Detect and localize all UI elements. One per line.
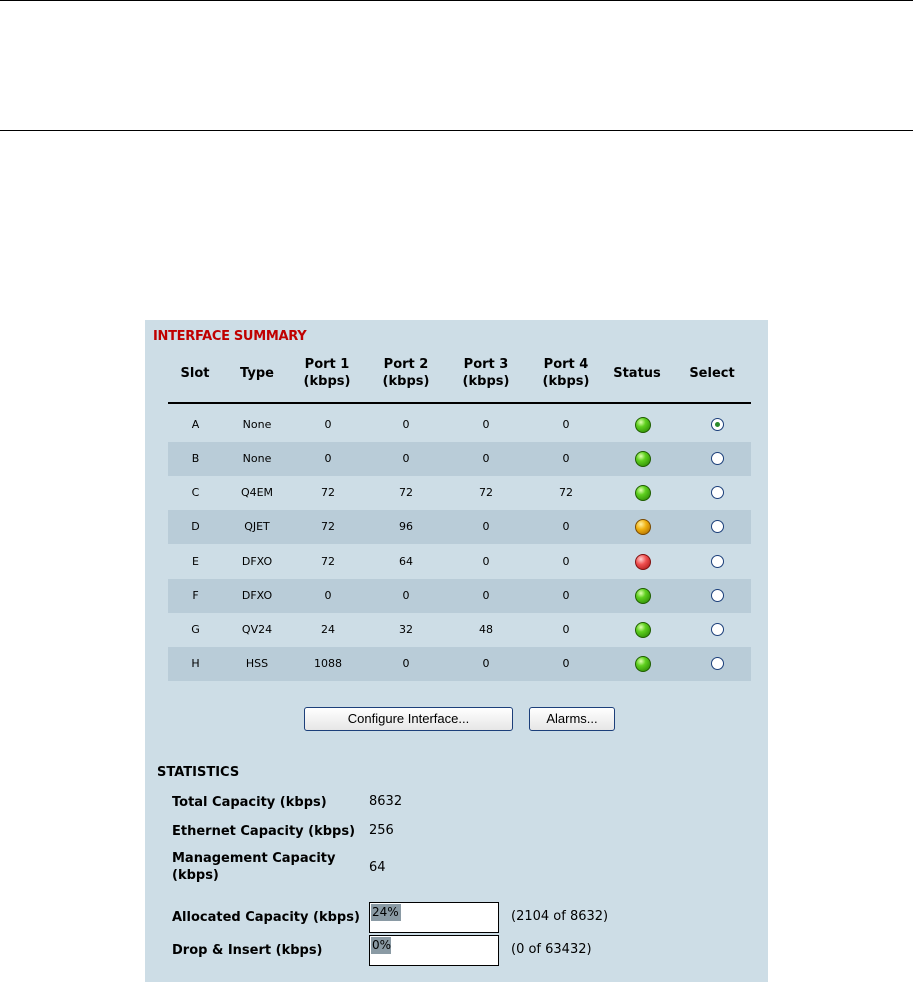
statistics-title: STATISTICS <box>157 765 240 780</box>
select-radio-f[interactable] <box>711 589 724 602</box>
ethernet-capacity-value: 256 <box>369 823 394 838</box>
col-header-port3: Port 3 (kbps) <box>462 357 510 389</box>
cell-p4: 0 <box>562 623 570 636</box>
cell-p1: 1088 <box>314 657 342 670</box>
cell-slot: F <box>192 589 199 602</box>
cell-p3: 72 <box>479 486 493 499</box>
table-row <box>168 408 751 442</box>
total-capacity-value: 8632 <box>369 794 403 809</box>
management-capacity-label: Management Capacity (kbps) <box>172 851 336 883</box>
status-led-icon <box>635 554 651 570</box>
select-radio-d[interactable] <box>711 520 724 533</box>
select-radio-c[interactable] <box>711 486 724 499</box>
table-row <box>168 579 751 613</box>
interface-summary-title: INTERFACE SUMMARY <box>153 329 307 344</box>
configure-interface-button[interactable]: Configure Interface... <box>304 707 513 731</box>
interface-summary-panel <box>145 320 768 982</box>
management-capacity-value: 64 <box>369 860 386 875</box>
cell-type: None <box>242 418 272 431</box>
drop-insert-bar <box>369 935 499 966</box>
allocated-capacity-detail: (2104 of 8632) <box>511 909 609 924</box>
status-led-icon <box>635 656 651 672</box>
ethernet-capacity-label: Ethernet Capacity (kbps) <box>172 824 356 839</box>
select-radio-b[interactable] <box>711 452 724 465</box>
drop-insert-percent: 0% <box>372 938 392 952</box>
col-header-port4: Port 4 (kbps) <box>542 357 590 389</box>
cell-p2: 0 <box>402 589 410 602</box>
cell-p4: 0 <box>562 657 570 670</box>
cell-type: DFXO <box>241 589 273 602</box>
cell-type: HSS <box>245 657 269 670</box>
cell-p2: 32 <box>399 623 413 636</box>
cell-p1: 0 <box>324 452 332 465</box>
total-capacity-label: Total Capacity (kbps) <box>172 795 327 810</box>
header-divider <box>0 130 913 131</box>
cell-p1: 72 <box>321 486 335 499</box>
cell-p3: 48 <box>479 623 493 636</box>
allocated-capacity-percent: 24% <box>372 905 399 919</box>
status-led-icon <box>635 588 651 604</box>
allocated-capacity-label: Allocated Capacity (kbps) <box>172 910 360 925</box>
cell-p4: 0 <box>562 589 570 602</box>
cell-p1: 72 <box>321 555 335 568</box>
cell-type: None <box>242 452 272 465</box>
cell-p2: 72 <box>399 486 413 499</box>
table-row <box>168 613 751 647</box>
header-rule <box>168 402 751 404</box>
table-row <box>168 545 751 579</box>
cell-p3: 0 <box>482 520 490 533</box>
cell-p2: 64 <box>399 555 413 568</box>
cell-p4: 0 <box>562 520 570 533</box>
cell-p3: 0 <box>482 418 490 431</box>
cell-p1: 72 <box>321 520 335 533</box>
cell-slot: H <box>191 657 200 670</box>
table-row <box>168 510 751 544</box>
cell-p2: 0 <box>402 452 410 465</box>
cell-slot: D <box>191 520 200 533</box>
top-border <box>0 0 913 1</box>
cell-p3: 0 <box>482 452 490 465</box>
col-header-type: Type <box>240 366 274 381</box>
cell-slot: A <box>191 418 200 431</box>
status-led-icon <box>635 622 651 638</box>
alarms-button[interactable]: Alarms... <box>529 707 615 731</box>
cell-p4: 0 <box>562 555 570 568</box>
table-row <box>168 442 751 476</box>
select-radio-e[interactable] <box>711 555 724 568</box>
cell-slot: G <box>191 623 200 636</box>
cell-type: DFXO <box>241 555 273 568</box>
select-radio-g[interactable] <box>711 623 724 636</box>
cell-p3: 0 <box>482 657 490 670</box>
cell-p4: 0 <box>562 418 570 431</box>
select-radio-a[interactable] <box>711 418 724 431</box>
cell-slot: B <box>191 452 200 465</box>
cell-p3: 0 <box>482 555 490 568</box>
cell-p4: 0 <box>562 452 570 465</box>
cell-type: QV24 <box>241 623 273 636</box>
cell-p1: 0 <box>324 589 332 602</box>
col-header-port1: Port 1 (kbps) <box>303 357 351 389</box>
status-led-icon <box>635 519 651 535</box>
allocated-capacity-bar <box>369 902 499 933</box>
cell-p1: 0 <box>324 418 332 431</box>
col-header-status: Status <box>613 366 661 381</box>
cell-p3: 0 <box>482 589 490 602</box>
drop-insert-label: Drop & Insert (kbps) <box>172 943 323 958</box>
cell-type: Q4EM <box>240 486 274 499</box>
cell-slot: E <box>192 555 199 568</box>
cell-type: QJET <box>244 520 270 533</box>
col-header-select: Select <box>689 366 735 381</box>
drop-insert-detail: (0 of 63432) <box>511 942 592 957</box>
cell-slot: C <box>191 486 200 499</box>
status-led-icon <box>635 417 651 433</box>
status-led-icon <box>635 451 651 467</box>
cell-p2: 0 <box>402 418 410 431</box>
col-header-slot: Slot <box>180 366 210 381</box>
select-radio-h[interactable] <box>711 657 724 670</box>
status-led-icon <box>635 485 651 501</box>
table-row <box>168 647 751 681</box>
cell-p4: 72 <box>559 486 573 499</box>
cell-p1: 24 <box>321 623 335 636</box>
cell-p2: 96 <box>399 520 413 533</box>
col-header-port2: Port 2 (kbps) <box>382 357 430 389</box>
cell-p2: 0 <box>402 657 410 670</box>
table-row <box>168 476 751 510</box>
